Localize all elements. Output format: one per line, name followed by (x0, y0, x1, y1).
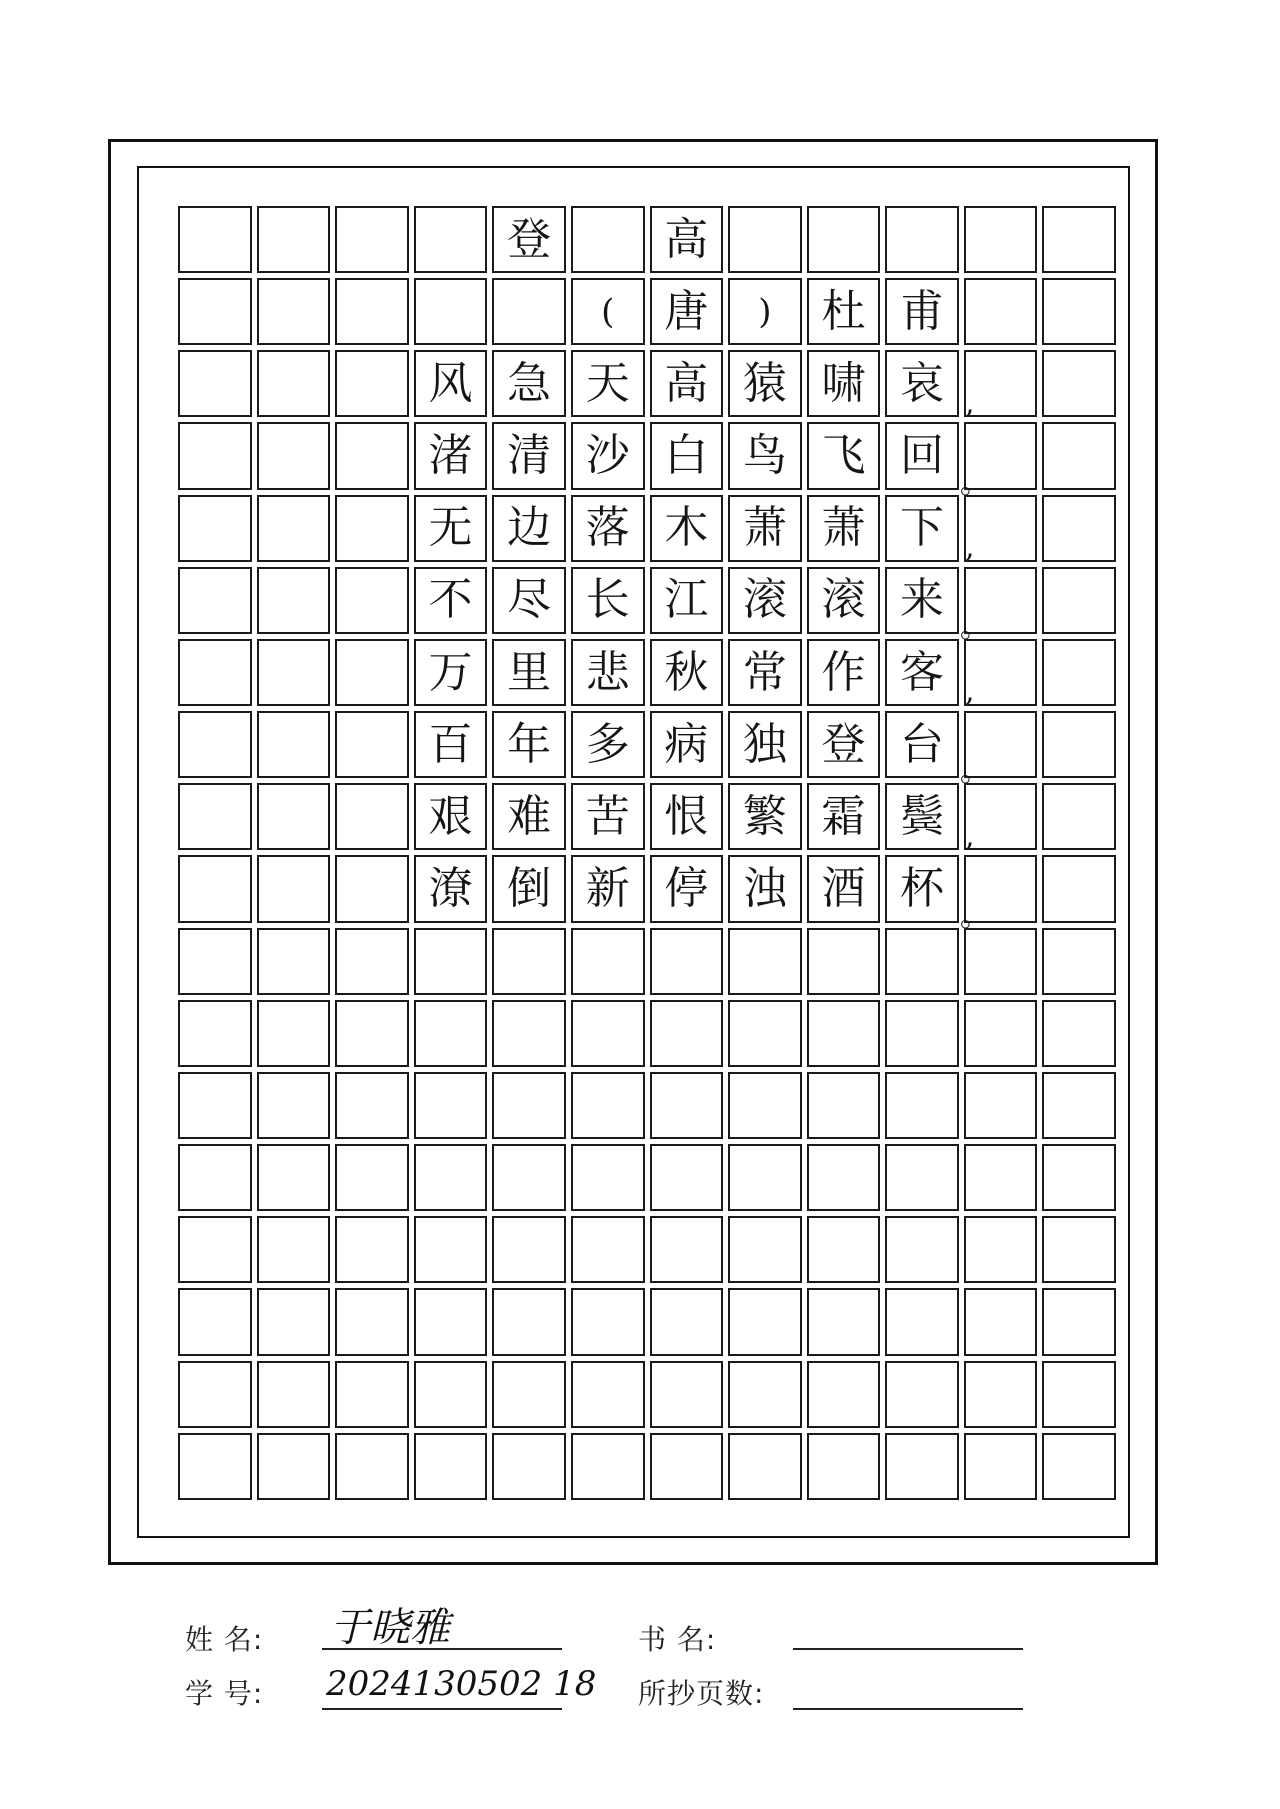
grid-cell (492, 278, 566, 345)
grid-cell (650, 1000, 724, 1067)
char-cell: 飞 (807, 422, 881, 489)
grid-cell (1042, 711, 1116, 778)
grid-cell (571, 1433, 645, 1500)
punctuation-mark: 。 (959, 898, 990, 934)
id-value: 2024130502 18 (326, 1664, 597, 1704)
char-cell: 病 (650, 711, 724, 778)
char-cell: 尽 (492, 567, 566, 634)
grid-cell (257, 1433, 331, 1500)
grid-cell (807, 206, 881, 273)
char-cell: 潦 (414, 855, 488, 922)
punctuation-mark: , (965, 529, 975, 565)
char-cell: 杯 (885, 855, 959, 922)
grid-cell (807, 1433, 881, 1500)
punctuation-mark: 。 (959, 610, 990, 645)
grid-cell (178, 278, 252, 345)
char-cell: 高 (650, 206, 724, 273)
grid-cell (414, 278, 488, 345)
char-cell: 酒 (807, 855, 881, 922)
grid-cell (492, 928, 566, 995)
char-cell: 年 (492, 711, 566, 778)
grid-cell (964, 1144, 1038, 1211)
grid-cell (257, 1361, 331, 1428)
char-cell: 霜 (807, 783, 881, 850)
char-cell: 无 (414, 495, 488, 562)
grid-cell (650, 1072, 724, 1139)
name-value: 于晓雅 (330, 1605, 450, 1651)
char-cell: 悲 (571, 639, 645, 706)
char-cell: 白 (650, 422, 724, 489)
grid-cell (178, 495, 252, 562)
char-cell: 长 (571, 567, 645, 634)
grid-cell (335, 567, 409, 634)
grid-cell (964, 1288, 1038, 1355)
char-cell: 甫 (885, 278, 959, 345)
grid-cell (492, 1144, 566, 1211)
grid-cell (885, 1072, 959, 1139)
grid-cell (1042, 350, 1116, 417)
grid-cell (257, 278, 331, 345)
char-cell: 鸟 (728, 422, 802, 489)
grid-cell (885, 1144, 959, 1211)
grid-cell (178, 567, 252, 634)
grid-cell (1042, 1288, 1116, 1355)
grid-cell (728, 1144, 802, 1211)
grid-cell (964, 1361, 1038, 1428)
grid-cell (728, 1000, 802, 1067)
char-cell: 哀 (885, 350, 959, 417)
char-cell: ) (728, 278, 802, 345)
grid-cell (964, 206, 1038, 273)
grid-cell (650, 1144, 724, 1211)
grid-cell (335, 1361, 409, 1428)
grid-cell (807, 1144, 881, 1211)
grid-cell (335, 422, 409, 489)
grid-cell (1042, 422, 1116, 489)
char-cell: 台 (885, 711, 959, 778)
char-cell: 唐 (650, 278, 724, 345)
grid-cell (257, 855, 331, 922)
grid-cell (335, 855, 409, 922)
char-cell: 难 (492, 783, 566, 850)
grid-cell (571, 1000, 645, 1067)
grid-cell (335, 495, 409, 562)
char-cell: 独 (728, 711, 802, 778)
grid-cell (178, 1144, 252, 1211)
name-label: 姓 名: (185, 1623, 264, 1656)
grid-cell (964, 278, 1038, 345)
grid-cell (885, 928, 959, 995)
pages-label: 所抄页数: (638, 1677, 765, 1710)
grid-cell (414, 1072, 488, 1139)
char-cell: 啸 (807, 350, 881, 417)
char-cell: 猿 (728, 350, 802, 417)
grid-cell (728, 1072, 802, 1139)
char-cell: 滚 (728, 567, 802, 634)
grid-cell (1042, 206, 1116, 273)
grid-cell (650, 1216, 724, 1283)
grid-cell (571, 1072, 645, 1139)
grid-cell (885, 206, 959, 273)
grid-cell (571, 1288, 645, 1355)
grid-cell (1042, 1216, 1116, 1283)
char-cell: 沙 (571, 422, 645, 489)
grid-cell (414, 1000, 488, 1067)
char-cell: 来 (885, 567, 959, 634)
char-cell: 杜 (807, 278, 881, 345)
grid-cell (807, 1361, 881, 1428)
grid-cell (650, 928, 724, 995)
grid-cell (1042, 495, 1116, 562)
grid-cell (807, 1216, 881, 1283)
grid-cell (650, 1361, 724, 1428)
grid-cell (492, 1361, 566, 1428)
grid-cell (728, 1216, 802, 1283)
grid-cell (964, 1072, 1038, 1139)
grid-cell (964, 1000, 1038, 1067)
grid-cell (178, 711, 252, 778)
grid-cell (335, 783, 409, 850)
char-cell: 边 (492, 495, 566, 562)
char-cell: 不 (414, 567, 488, 634)
grid-cell (257, 1000, 331, 1067)
grid-cell (571, 1216, 645, 1283)
char-cell: 江 (650, 567, 724, 634)
grid-cell (1042, 1144, 1116, 1211)
char-cell: 常 (728, 639, 802, 706)
char-cell: 秋 (650, 639, 724, 706)
char-cell: 回 (885, 422, 959, 489)
grid-cell (414, 206, 488, 273)
punctuation-mark: 。 (959, 465, 990, 501)
grid-cell (178, 1216, 252, 1283)
grid-cell (728, 928, 802, 995)
grid-cell (414, 1216, 488, 1283)
grid-cell (178, 1433, 252, 1500)
grid-cell (178, 783, 252, 850)
char-cell: 停 (650, 855, 724, 922)
char-cell: 落 (571, 495, 645, 562)
grid-cell (885, 1000, 959, 1067)
punctuation-mark: 。 (959, 754, 990, 790)
grid-cell (885, 1288, 959, 1355)
grid-cell (807, 928, 881, 995)
grid-cell (571, 1144, 645, 1211)
grid-cell (414, 1361, 488, 1428)
grid-cell (335, 1000, 409, 1067)
grid-cell (178, 639, 252, 706)
grid-cell (178, 422, 252, 489)
char-cell: 萧 (728, 495, 802, 562)
grid-cell (885, 1361, 959, 1428)
grid-cell (414, 1433, 488, 1500)
grid-cell (178, 855, 252, 922)
punctuation-mark: , (965, 818, 975, 854)
grid-cell (728, 1361, 802, 1428)
id-label: 学 号: (185, 1677, 264, 1710)
grid-cell (728, 1288, 802, 1355)
grid-cell (807, 1000, 881, 1067)
char-cell: 天 (571, 350, 645, 417)
grid-cell (571, 1361, 645, 1428)
char-cell: 客 (885, 639, 959, 706)
grid-cell (178, 206, 252, 273)
char-cell: 鬓 (885, 783, 959, 850)
grid-cell (257, 495, 331, 562)
grid-cell (257, 639, 331, 706)
book-underline (793, 1648, 1023, 1650)
grid-cell (335, 1072, 409, 1139)
char-cell: 登 (492, 206, 566, 273)
char-cell: 登 (807, 711, 881, 778)
grid-cell (335, 1433, 409, 1500)
grid-cell (728, 206, 802, 273)
grid-cell (885, 1216, 959, 1283)
grid-cell (335, 928, 409, 995)
char-cell: 下 (885, 495, 959, 562)
grid-cell (335, 350, 409, 417)
char-cell: 滚 (807, 567, 881, 634)
grid-cell (1042, 1000, 1116, 1067)
grid-cell (414, 1288, 488, 1355)
grid-cell (650, 1288, 724, 1355)
char-cell: 萧 (807, 495, 881, 562)
grid-cell (492, 1000, 566, 1067)
grid-cell (335, 1144, 409, 1211)
grid-cell (964, 1433, 1038, 1500)
char-cell: 新 (571, 855, 645, 922)
book-label: 书 名: (638, 1623, 717, 1656)
grid-cell (335, 711, 409, 778)
grid-cell (257, 1144, 331, 1211)
grid-cell (257, 1288, 331, 1355)
grid-cell (1042, 1361, 1116, 1428)
grid-cell (571, 928, 645, 995)
grid-cell (964, 1216, 1038, 1283)
grid-cell (1042, 639, 1116, 706)
grid-cell (492, 1288, 566, 1355)
grid-cell (335, 206, 409, 273)
grid-cell (178, 350, 252, 417)
grid-cell (257, 567, 331, 634)
char-cell: 艰 (414, 783, 488, 850)
grid-cell (178, 928, 252, 995)
char-cell: 风 (414, 350, 488, 417)
grid-cell (1042, 567, 1116, 634)
grid-cell (335, 278, 409, 345)
pages-underline (793, 1708, 1023, 1710)
grid-cell (178, 1000, 252, 1067)
grid-cell (414, 928, 488, 995)
grid-cell (885, 1433, 959, 1500)
grid-cell (257, 711, 331, 778)
grid-cell (178, 1072, 252, 1139)
grid-cell (807, 1072, 881, 1139)
grid-cell (1042, 278, 1116, 345)
char-cell: 浊 (728, 855, 802, 922)
grid-cell (1042, 783, 1116, 850)
grid-cell (257, 783, 331, 850)
grid-cell (257, 928, 331, 995)
char-cell: 木 (650, 495, 724, 562)
grid-cell (492, 1216, 566, 1283)
char-cell: ( (571, 278, 645, 345)
char-cell: 多 (571, 711, 645, 778)
char-cell: 高 (650, 350, 724, 417)
char-cell: 里 (492, 639, 566, 706)
grid-cell (1042, 1433, 1116, 1500)
id-underline (322, 1708, 562, 1710)
grid-cell (257, 206, 331, 273)
grid-cell (257, 1072, 331, 1139)
char-cell: 苦 (571, 783, 645, 850)
grid-cell (1042, 928, 1116, 995)
name-underline (322, 1648, 562, 1650)
grid-cell (1042, 1072, 1116, 1139)
grid-cell (414, 1144, 488, 1211)
grid-cell (257, 350, 331, 417)
char-cell: 繁 (728, 783, 802, 850)
grid-cell (178, 1288, 252, 1355)
grid-cell (335, 1288, 409, 1355)
grid-cell (1042, 855, 1116, 922)
grid-cell (492, 1433, 566, 1500)
grid-cell (335, 1216, 409, 1283)
punctuation-mark: , (965, 385, 975, 421)
char-cell: 清 (492, 422, 566, 489)
grid-cell (650, 1433, 724, 1500)
char-cell: 倒 (492, 855, 566, 922)
char-cell: 恨 (650, 783, 724, 850)
char-cell: 渚 (414, 422, 488, 489)
grid-cell (728, 1433, 802, 1500)
grid-cell (964, 928, 1038, 995)
char-cell: 百 (414, 711, 488, 778)
char-cell: 急 (492, 350, 566, 417)
grid-cell (571, 206, 645, 273)
grid-cell (807, 1288, 881, 1355)
grid-cell (178, 1361, 252, 1428)
grid-cell (257, 1216, 331, 1283)
char-cell: 作 (807, 639, 881, 706)
punctuation-mark: , (965, 674, 975, 710)
grid-cell (492, 1072, 566, 1139)
grid-cell (257, 422, 331, 489)
grid-cell (335, 639, 409, 706)
char-cell: 万 (414, 639, 488, 706)
